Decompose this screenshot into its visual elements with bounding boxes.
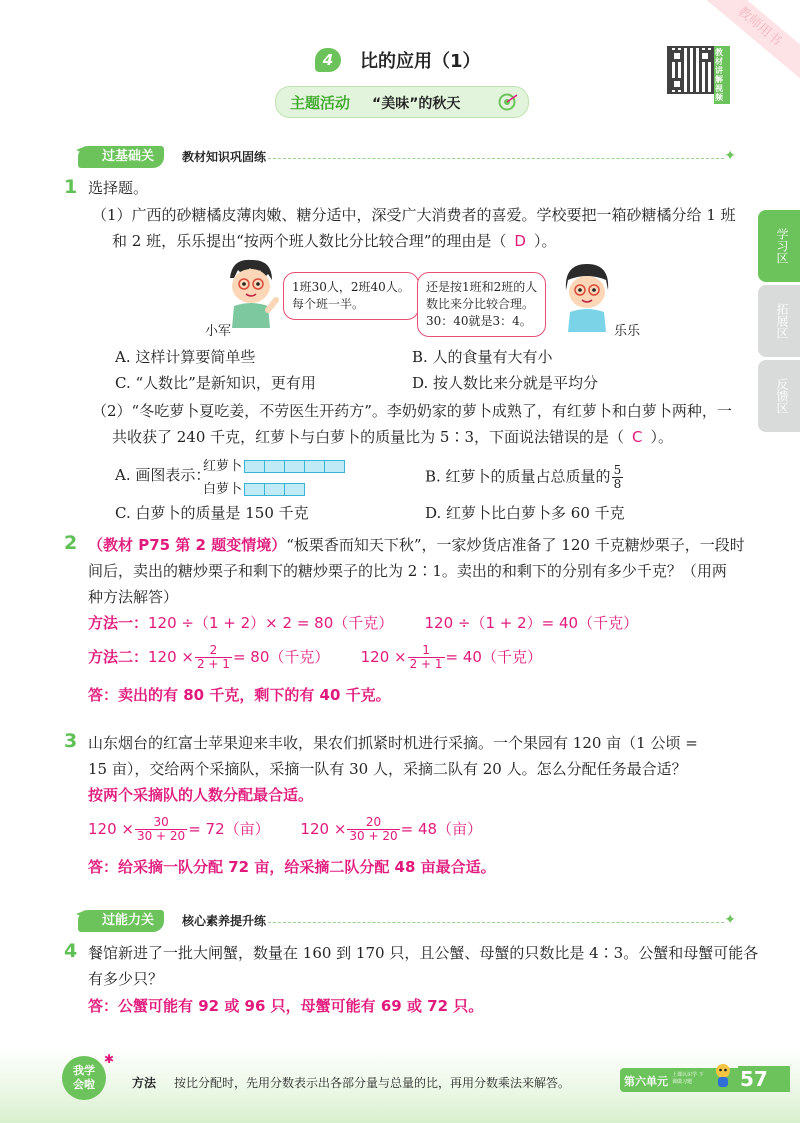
- white-radish-bar-unit: [284, 483, 305, 496]
- q2-method2-calc-b: [360, 643, 542, 671]
- bubble-left-line2: 每个班一半。: [292, 297, 365, 311]
- q4-answer: 答：公蟹可能有 92 或 96 只，母蟹可能有 69 或 72 只。: [88, 997, 484, 1015]
- q3-calc: [88, 816, 482, 843]
- section-ability-tag: 过能力关: [78, 910, 164, 932]
- q1-p1-option-c: C. “人数比”是新知识，更有用: [115, 374, 316, 392]
- footer-badge: [62, 1056, 106, 1100]
- mascot-icon: [712, 1062, 734, 1092]
- section-ability-rule: [268, 922, 724, 923]
- frac-denominator: 8: [613, 477, 622, 491]
- q2-m2a-pre: 120 ×: [148, 648, 194, 666]
- q1-number: 1: [64, 176, 78, 198]
- q3-reason: 按两个采摘队的人数分配最合适。: [88, 786, 314, 804]
- bubble-right-line3: 30：40就是3：4。: [426, 314, 532, 328]
- q1-p2-option-c: C. 白萝卜的质量是 150 千克: [115, 504, 309, 522]
- frac-numerator: 1: [422, 643, 430, 657]
- section-ability-subtitle: 核心素养提升练: [182, 914, 267, 928]
- q2-method2-label: 方法二：: [88, 648, 149, 666]
- q4-line1: 餐馆新进了一批大闸蟹，数量在 160 到 170 只，且公蟹、母蟹的只数比是 4∶3。公蟹和母蟹可能各: [88, 944, 759, 962]
- page-number: 57: [738, 1066, 790, 1092]
- footer-badge-text: 我学会啦: [73, 1064, 95, 1091]
- q2-number: 2: [64, 532, 78, 554]
- q1-stem: 选择题。: [88, 179, 149, 197]
- theme-text: “美味”的秋天: [372, 96, 461, 112]
- theme-label: 主题活动: [290, 94, 351, 112]
- red-radish-bar-unit: [284, 460, 305, 473]
- q4-number: 4: [64, 940, 78, 962]
- q2-method1-label: 方法一：: [88, 614, 149, 632]
- qr-caption: [714, 46, 730, 104]
- q2-method1: [88, 612, 638, 634]
- frac-denominator: 2 + 1: [409, 657, 443, 671]
- footer-method-text: 按比分配时，先用分数表示出各部分量与总量的比，再用分数乘法来解答。: [174, 1076, 571, 1090]
- q2-line1: [88, 534, 745, 556]
- q1-p2-white-label: 白萝卜: [203, 482, 243, 497]
- q1-p2-option-b-fraction: [612, 464, 624, 491]
- unit-sub: 上课认识学 下课做习题: [672, 1072, 704, 1085]
- girl-name: 乐乐: [614, 324, 641, 339]
- girl-lele-avatar: [558, 260, 616, 336]
- side-tab-study-label: 学习区: [775, 228, 789, 264]
- q2-line2: 间后，卖出的糖炒栗子和剩下的糖炒栗子的比为 2∶1。卖出的和剩下的分别有多少千克？（用两: [88, 562, 727, 580]
- white-radish-bar-unit: [264, 483, 285, 496]
- section-basic-tag: 过基础关: [78, 146, 164, 168]
- bubble-right-line1: 还是按1班和2班的人: [426, 280, 538, 294]
- q1-p2-option-d: D. 红萝卜比白萝卜多 60 千克: [425, 504, 625, 522]
- qr-code[interactable]: [667, 46, 715, 94]
- q3-c2-fraction: [347, 816, 399, 843]
- q2-method1-calc-b: 120 ÷（1 + 2）= 40（千克）: [424, 614, 639, 632]
- lesson-number: 4: [322, 51, 334, 69]
- q1-p1-option-b: B. 人的食量有大有小: [412, 348, 553, 366]
- q3-line1: 山东烟台的红富士苹果迎来丰收，果农们抓紧时机进行采摘。一个果园有 120 亩（1 公顷 =: [88, 734, 698, 752]
- side-tab-study[interactable]: [758, 210, 800, 282]
- footer-method-label: 方法: [132, 1076, 157, 1090]
- star-icon: ✦: [724, 912, 736, 928]
- side-tab-extend[interactable]: [758, 285, 800, 357]
- q3-calc-2: [300, 815, 483, 843]
- q3-number: 3: [64, 730, 78, 752]
- bubble-left: [283, 272, 419, 320]
- white-radish-bar-unit: [244, 483, 265, 496]
- q2-method1-calc-a: 120 ÷（1 + 2）× 2 = 80（千克）: [148, 614, 394, 632]
- q1-p2-red-label: 红萝卜: [203, 459, 243, 474]
- lesson-title: 比的应用（1）: [360, 51, 481, 72]
- red-radish-bar-unit: [264, 460, 285, 473]
- frac-numerator: 30: [153, 815, 169, 829]
- q1-p2-answer: C: [632, 428, 643, 446]
- boy-name: 小军: [205, 324, 232, 339]
- frac-numerator: 5: [613, 463, 622, 477]
- corner-stamp-text: 教师用书: [734, 4, 785, 50]
- q2-answer: 答：卖出的有 80 千克，剩下的有 40 千克。: [88, 686, 391, 704]
- q1-p2-line2-text: 共收获了 240 千克，红萝卜与白萝卜的质量比为 5∶3，下面说法错误的是（: [112, 428, 625, 446]
- red-radish-bar: [244, 456, 344, 474]
- q1-p2-option-b-text: B. 红萝卜的质量占总质量的: [425, 467, 611, 486]
- lesson-number-badge: [315, 48, 341, 72]
- q2-m2b-pre: 120 ×: [360, 648, 407, 666]
- white-radish-bar: [244, 479, 304, 497]
- bubble-left-line1: 1班30人，2班40人。: [292, 280, 410, 294]
- qr-caption-text: 教材讲解视频: [715, 48, 723, 102]
- q1-p2-line2: [112, 426, 673, 448]
- section-basic-rule: [268, 158, 724, 159]
- q2-m2a-post: = 80（千克）: [232, 648, 330, 666]
- red-radish-bar-unit: [244, 460, 265, 473]
- q1-p1-option-d: D. 按人数比来分就是平均分: [412, 374, 599, 392]
- q1-p1-line2-text: 和 2 班，乐乐提出“按两个班人数比分比较合理”的理由是（: [112, 232, 507, 250]
- red-radish-bar-unit: [324, 460, 345, 473]
- q2-m2b-post: = 40（千克）: [445, 648, 542, 666]
- side-tab-feedback[interactable]: [758, 360, 800, 432]
- side-tab-feedback-label: 反馈区: [775, 378, 789, 414]
- section-basic: [68, 144, 736, 172]
- q3-c1-pre: 120 ×: [88, 820, 134, 838]
- q3-answer: 答：给采摘一队分配 72 亩，给采摘二队分配 48 亩最合适。: [88, 858, 496, 876]
- q1-p2-option-b: [425, 464, 624, 491]
- q3-c2-pre: 120 ×: [300, 820, 347, 838]
- unit-tab: [620, 1068, 740, 1092]
- sparkle-icon: ✱: [104, 1052, 115, 1066]
- bubble-right: [417, 272, 546, 337]
- frac-denominator: 30 + 20: [349, 829, 398, 843]
- q1-p2-line1: （2）“冬吃萝卜夏吃姜，不劳医生开药方”。李奶奶家的萝卜成熟了，有红萝卜和白萝卜两种，一: [92, 402, 732, 420]
- q3-c2-post: = 48（亩）: [400, 820, 483, 838]
- target-icon: [498, 93, 518, 115]
- q2-m2a-fraction: [195, 644, 232, 671]
- q1-p1-answer: D: [514, 232, 526, 250]
- q2-line1-text: “板栗香而知天下秋”，一家炒货店准备了 120 千克糖炒栗子，一段时: [286, 536, 745, 554]
- q2-method2: [88, 644, 542, 671]
- q1-p1-line1: （1）广西的砂糖橘皮薄肉嫩、糖分适中，深受广大消费者的喜爱。学校要把一箱砂糖橘分给 1 班: [92, 206, 736, 224]
- q3-calc-1: [88, 815, 270, 843]
- star-icon: ✦: [724, 148, 736, 164]
- q3-c1-fraction: [135, 816, 187, 843]
- frac-numerator: 2: [209, 643, 218, 657]
- red-radish-bar-unit: [304, 460, 325, 473]
- q1-p2-line2-end: ）。: [650, 428, 674, 446]
- q3-c1-post: = 72（亩）: [188, 820, 270, 838]
- q2-textbook-ref: （教材 P75 第 2 题变情境）: [88, 536, 287, 554]
- frac-numerator: 20: [365, 815, 382, 829]
- section-ability: [68, 908, 736, 936]
- q4-line2: 有多少只？: [88, 970, 164, 988]
- q1-p1-option-a: A. 这样计算要简单些: [115, 348, 256, 366]
- bubble-right-line2: 数比来分比较合理。: [426, 297, 535, 311]
- q1-p1-line2: [112, 230, 557, 252]
- theme-banner: [275, 86, 529, 118]
- q2-line3: 种方法解答）: [88, 588, 179, 606]
- unit-label: 第六单元: [624, 1075, 668, 1088]
- frac-denominator: 2 + 1: [196, 657, 230, 671]
- frac-denominator: 30 + 20: [136, 829, 186, 843]
- q2-method2-calc-a: [148, 643, 330, 671]
- q3-line2: 15 亩），交给两个采摘队，采摘一队有 30 人，采摘二队有 20 人。怎么分配任务最合适？: [88, 760, 687, 778]
- side-tab-extend-label: 拓展区: [775, 303, 789, 339]
- q1-p2-option-a-label: A. 画图表示：: [115, 466, 211, 484]
- q2-m2b-fraction: [408, 644, 445, 671]
- q1-p1-line2-end: ）。: [533, 232, 557, 250]
- section-basic-subtitle: 教材知识巩固练: [182, 150, 267, 164]
